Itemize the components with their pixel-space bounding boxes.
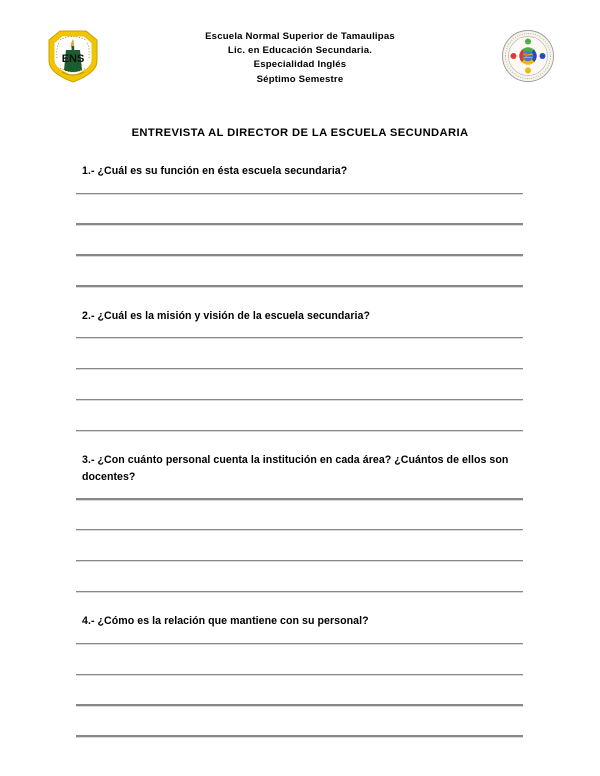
answer-line[interactable] [76, 643, 523, 644]
question-block-3 [0, 452, 600, 592]
answer-line[interactable] [76, 430, 523, 431]
header-line-2: Lic. en Educación Secundaria. [227, 45, 373, 57]
answer-line[interactable] [76, 223, 523, 224]
question-block-1 [0, 163, 600, 287]
answer-line[interactable] [76, 368, 523, 369]
ens-shield-crest-icon [46, 28, 100, 84]
answer-lines [0, 337, 600, 431]
question-text: 4.- ¿Cómo es la relación que mantiene con su personal? [82, 615, 369, 628]
question-text: 2.- ¿Cuál es la misión y visión de la escuela secundaria? [82, 309, 370, 322]
answer-line[interactable] [76, 529, 523, 530]
answer-line[interactable] [76, 704, 523, 705]
answer-line[interactable] [76, 735, 523, 736]
questions-list [0, 163, 600, 758]
answer-lines [0, 643, 600, 737]
question-text: 3.- ¿Con cuánto personal cuenta la institución en cada área? ¿Cuántos de ellos son docentes? [82, 454, 509, 483]
answer-line[interactable] [76, 498, 523, 499]
answer-line[interactable] [76, 254, 523, 255]
svg-text:ENS: ENS [61, 53, 85, 65]
answer-line[interactable] [76, 337, 523, 338]
answer-line[interactable] [76, 674, 523, 675]
answer-line[interactable] [76, 193, 523, 194]
header-line-3: Especialidad Inglés [253, 59, 347, 71]
answer-line[interactable] [76, 285, 523, 286]
answer-line[interactable] [76, 560, 523, 561]
header-line-1: Escuela Normal Superior de Tamaulipas [205, 31, 395, 42]
question-block-4 [0, 613, 600, 737]
question-block-2 [0, 308, 600, 432]
page-title: ENTREVISTA AL DIRECTOR DE LA ESCUELA SECUNDARIA [131, 127, 469, 139]
answer-lines [0, 193, 600, 287]
answer-line[interactable] [76, 591, 523, 592]
header-line-4: Séptimo Semestre [256, 73, 344, 85]
answer-line[interactable] [76, 399, 523, 400]
document-header [0, 0, 600, 92]
circular-seal-icon [501, 29, 555, 83]
answer-lines [0, 498, 600, 592]
institution-header [130, 30, 470, 87]
question-text: 1.- ¿Cuál es su función en ésta escuela secundaria? [82, 165, 348, 177]
